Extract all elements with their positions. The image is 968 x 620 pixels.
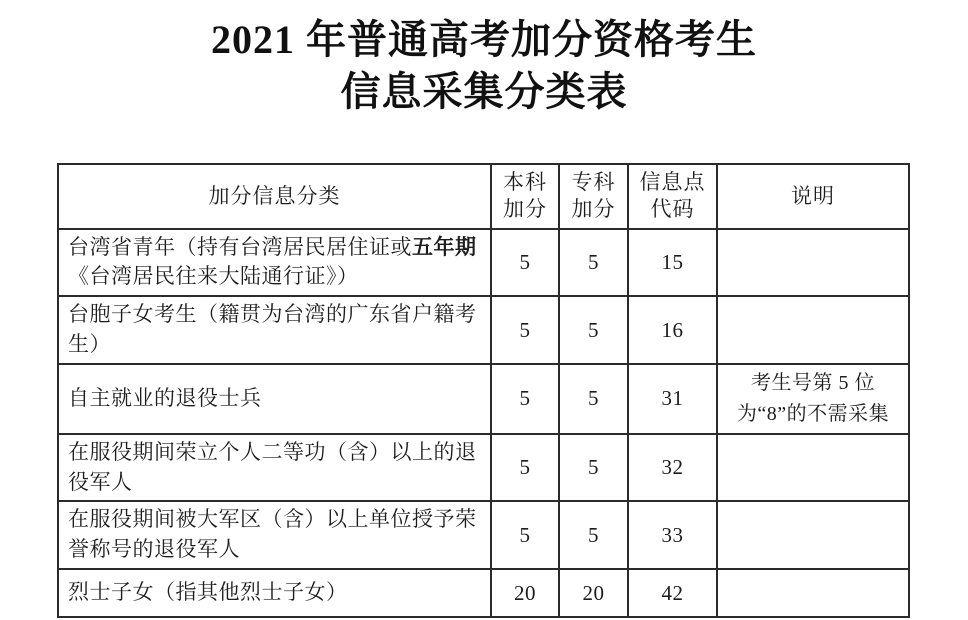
category-cell xyxy=(58,569,491,617)
benke-points-cell: 20 xyxy=(491,569,559,617)
category-text: 台胞子女考生（籍贯为台湾的广东省户籍考生） xyxy=(68,302,477,357)
zhuanke-points-cell: 5 xyxy=(559,296,628,364)
info-code-cell: 31 xyxy=(628,364,717,434)
note-cell xyxy=(717,434,909,502)
bonus-points-classification-table xyxy=(57,163,910,618)
category-text: 《台湾居民往来大陆通行证》） xyxy=(68,264,359,289)
benke-points-cell: 5 xyxy=(491,364,559,434)
category-text: 在服役期间荣立个人二等功（含）以上的退役军人 xyxy=(68,439,477,494)
table-row xyxy=(58,569,909,617)
zhuanke-points-cell: 20 xyxy=(559,569,628,617)
category-text: 烈士子女（指其他烈士子女） xyxy=(68,580,348,605)
column-header-code: 信息点 代码 xyxy=(628,164,717,229)
note-cell: 考生号第 5 位为“8”的不需采集 xyxy=(717,364,909,434)
info-code-cell: 16 xyxy=(628,296,717,364)
note-cell xyxy=(717,501,909,569)
benke-points-cell: 5 xyxy=(491,229,559,297)
category-text: 台湾省青年（持有台湾居民居住证或 xyxy=(68,234,412,259)
zhuanke-points-cell: 5 xyxy=(559,434,628,502)
benke-points-cell: 5 xyxy=(491,296,559,364)
category-cell xyxy=(58,434,491,502)
category-cell xyxy=(58,296,491,364)
note-cell xyxy=(717,296,909,364)
column-header-note: 说明 xyxy=(717,164,909,229)
category-text-bold: 五年期 xyxy=(412,234,477,259)
column-header-category: 加分信息分类 xyxy=(58,164,491,229)
info-code-cell: 15 xyxy=(628,229,717,297)
note-cell xyxy=(717,229,909,297)
zhuanke-points-cell: 5 xyxy=(559,229,628,297)
page-title-line-1: 2021 年普通高考加分资格考生 xyxy=(211,17,757,62)
table-header-row xyxy=(58,164,909,229)
benke-points-cell: 5 xyxy=(491,501,559,569)
column-header-benke: 本科 加分 xyxy=(491,164,559,229)
note-cell xyxy=(717,569,909,617)
zhuanke-points-cell: 5 xyxy=(559,364,628,434)
category-text: 自主就业的退役士兵 xyxy=(68,385,262,410)
column-header-zhuanke: 专科 加分 xyxy=(559,164,628,229)
benke-points-cell: 5 xyxy=(491,434,559,502)
table-row xyxy=(58,364,909,434)
info-code-cell: 33 xyxy=(628,501,717,569)
page-title-line-2: 信息采集分类表 xyxy=(340,69,628,114)
info-code-cell: 42 xyxy=(628,569,717,617)
table-body xyxy=(58,229,909,618)
category-cell xyxy=(58,229,491,297)
page-title xyxy=(0,0,968,118)
category-text: 在服役期间被大军区（含）以上单位授予荣誉称号的退役军人 xyxy=(68,507,477,562)
info-code-cell: 32 xyxy=(628,434,717,502)
table-row xyxy=(58,501,909,569)
table-row xyxy=(58,229,909,297)
category-cell xyxy=(58,501,491,569)
table-row xyxy=(58,434,909,502)
category-cell xyxy=(58,364,491,434)
zhuanke-points-cell: 5 xyxy=(559,501,628,569)
table-row xyxy=(58,296,909,364)
